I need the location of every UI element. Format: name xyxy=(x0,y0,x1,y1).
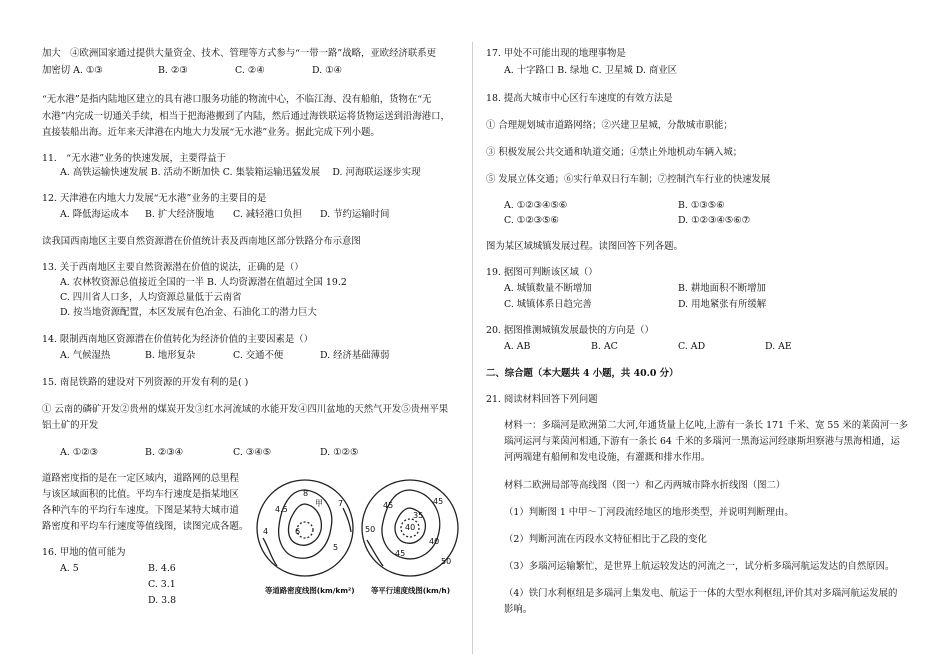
material-1-line-3: 河两端建有船闸和发电设施，有灌溉和排水作用。 xyxy=(504,452,711,463)
question-14-option-d: D. 经济基础薄弱 xyxy=(320,350,390,361)
question-15-option-a: A. ①②③ xyxy=(60,447,98,458)
prev-option-a: 加密切 A. ①③ xyxy=(42,65,103,76)
passage-southwest: 读我国西南地区主要自然资源潜在价值统计表及西南地区部分铁路分布示意图 xyxy=(42,236,361,247)
prev-option-c: C. ②④ xyxy=(235,65,265,76)
density-label-8: 8 xyxy=(303,489,309,498)
material-2: 材料二欧洲局部等高线图（图一）和乙丙两城市降水折线图（图二） xyxy=(504,480,786,491)
question-20-option-c: C. AD xyxy=(678,341,706,352)
question-13: 13. 关于西南地区主要自然资源潜在价值的说法，正确的是（） xyxy=(42,262,304,273)
question-18: 18. 提高大城市中心区行车速度的有效方法是 xyxy=(486,93,673,104)
question-12-option-d: D. 节约运输时间 xyxy=(320,209,390,220)
question-13-option-d: D. 按当地资源配置，本区发展有色冶金、石油化工的潜力巨大 xyxy=(60,307,317,318)
sub-question-1: （1）判断图 1 中甲～丁河段流经地区的地形类型，并说明判断理由。 xyxy=(504,507,794,518)
question-19: 19. 据图可判断该区域（） xyxy=(486,267,598,278)
question-18-option-a: A. ①②③④⑤⑥ xyxy=(504,200,568,211)
question-12-option-a: A. 降低海运成本 xyxy=(60,209,129,220)
density-label-4-5: 4.5 xyxy=(275,505,288,514)
continued-line: 加大 ④欧洲国家通过提供大量资金、技术、管理等方式参与“一带一路”战略，亚欧经济联系更 xyxy=(42,48,436,59)
speed-label-50-b: 50 xyxy=(441,557,452,566)
passage-road-density-3: 各种汽车的平均行车速度。下图是某特大城市道 xyxy=(42,505,239,516)
passage-dry-port: “无水港”是指内陆地区建立的具有港口服务功能的物流中心，不临江海、没有船舶，货物在“无 xyxy=(42,94,432,105)
material-1-line-1: 材料一：多瑙河是欧洲第二大河,年通货量上亿吨,上游有一条长 171 千米、宽 55 米的莱茵河一多 xyxy=(504,420,908,431)
road-density-caption: 等道路密度线图(km/km²) xyxy=(265,586,355,595)
question-17: 17. 甲处不可能出现的地理事物是 xyxy=(486,48,626,59)
question-12-option-c: C. 减轻港口负担 xyxy=(233,209,303,220)
question-16-option-a: A. 5 xyxy=(60,563,79,574)
question-15-option-c: C. ③④⑤ xyxy=(233,447,272,458)
passage-urban-development: 图为某区域城镇发展过程。读图回答下列各题。 xyxy=(486,241,683,252)
question-13-option-c: C. 四川省人口多，人均资源总量低于云南省 xyxy=(60,292,242,303)
question-11-options: A. 高铁运输快速发展 B. 活动不断加快 C. 集装箱运输迅猛发展 D. 河海联运逐步实现 xyxy=(60,167,421,178)
question-14: 14. 限制西南地区资源潜在价值转化为经济价值的主要因素是（） xyxy=(42,334,314,345)
density-label-4: 4 xyxy=(263,527,269,536)
question-18-option-c: C. ①②③⑤⑥ xyxy=(504,215,559,226)
road-density-labels xyxy=(263,489,343,552)
sub-question-4-cont: 影响。 xyxy=(504,604,533,615)
passage-dry-port-2: 水港”内完成一切通关手续，相当于把海港搬到了内陆，然后通过海铁联运将货物运送到沿海港口， xyxy=(42,111,450,122)
density-label-6: 6 xyxy=(295,527,301,536)
question-18-option-b: B. ①③⑤⑥ xyxy=(678,200,725,211)
question-19-option-c: C. 城镇体系日趋完善 xyxy=(504,299,592,310)
question-19-option-b: B. 耕地面积不断增加 xyxy=(678,283,766,294)
question-20-option-d: D. AE xyxy=(765,341,792,352)
contour-maps-figure xyxy=(255,468,463,608)
jia-location-label: 甲 xyxy=(315,499,323,508)
speed-label-40: 40 xyxy=(405,523,416,532)
sub-question-4: （4）铁门水利枢纽是多瑙河上集发电、航运于一体的大型水利枢纽,评价其对多瑙河航运发展的 xyxy=(504,588,898,599)
question-15-statement: ① 云南的磷矿开发②贵州的煤炭开发③红水河流域的水能开发④四川盆地的天然气开发⑤贵州平果 xyxy=(42,404,449,415)
question-12: 12. 天津港在内地大力发展“无水港”业务的主要目的是 xyxy=(42,193,267,204)
passage-dry-port-3: 直接装船出海。近年来天津港在内地大力发展“无水港”业务。据此完成下列小题。 xyxy=(42,127,380,138)
column-divider xyxy=(472,42,473,654)
question-20-option-a: A. AB xyxy=(504,341,531,352)
question-18-statement-2: ③ 积极发展公共交通和轨道交通；④禁止外地机动车辆入城； xyxy=(486,147,743,158)
question-15: 15. 南昆铁路的建设对下列资源的开发有利的是( ) xyxy=(42,377,249,388)
question-19-option-d: D. 用地紧张有所缓解 xyxy=(678,299,767,310)
figure-captions xyxy=(265,586,450,595)
question-15-statement-2: 铝土矿的开发 xyxy=(42,420,99,431)
question-14-option-c: C. 交通不便 xyxy=(233,350,284,361)
question-15-option-d: D. ①②⑤ xyxy=(320,447,359,458)
speed-label-45-a: 45 xyxy=(383,501,394,510)
question-15-option-b: B. ②③④ xyxy=(145,447,184,458)
material-1-line-2: 瑙河运河与莱茵河相通,下游有一条长 64 千米的多瑙河一黑海运河经康斯坦察港与黑海相通，运 xyxy=(504,436,900,447)
question-16-option-d: D. 3.8 xyxy=(148,595,177,606)
passage-road-density-4: 路密度和平均车行速度等值线图，读图完成各题。 xyxy=(42,521,249,532)
passage-road-density-2: 与该区域面积的比值。平均车行速度是指某地区 xyxy=(42,489,239,500)
speed-label-45-c: 45 xyxy=(395,549,406,558)
question-20-option-b: B. AC xyxy=(591,341,618,352)
sub-question-3: （3）多瑙河运输繁忙，是世界上航运较发达的河流之一，试分析多瑙河航运发达的自然原因。 xyxy=(504,561,895,572)
question-18-statement-1: ① 合理规划城市道路网络；②兴建卫星城，分散城市职能； xyxy=(486,120,733,131)
question-18-statement-3: ⑤ 发展立体交通；⑥实行单双日行车制；⑦控制汽车行业的快速发展 xyxy=(486,174,771,185)
question-16-option-c: C. 3.1 xyxy=(148,579,176,590)
question-11: 11. “无水港”业务的快速发展，主要得益于 xyxy=(42,153,226,164)
prev-option-d: D. ①④ xyxy=(312,65,342,76)
prev-option-b: B. ②③ xyxy=(158,65,188,76)
question-16: 16. 甲地的值可能为 xyxy=(42,547,126,558)
question-21: 21. 阅读材料回答下列问题 xyxy=(486,394,598,405)
sub-question-2: （2）判断河流在丙段水文特征相比于乙段的变化 xyxy=(504,534,707,545)
speed-label-45-b: 45 xyxy=(433,497,444,506)
speed-caption: 等平行速度线图(km/h) xyxy=(371,586,451,595)
question-20: 20. 据图推测城镇发展最快的方向是（） xyxy=(486,325,654,336)
passage-road-density: 道路密度指的是在一定区域内，道路网的总里程 xyxy=(42,473,239,484)
question-19-option-a: A. 城镇数量不断增加 xyxy=(504,283,592,294)
speed-label-40-b: 40 xyxy=(429,537,440,546)
speed-label-50: 50 xyxy=(365,525,376,534)
question-18-option-d: D. ①②③④⑤⑥⑦ xyxy=(678,215,750,226)
question-17-options: A. 十字路口 B. 绿地 C. 卫星城 D. 商业区 xyxy=(504,65,677,76)
question-14-option-a: A. 气候湿热 xyxy=(60,350,111,361)
question-16-option-b: B. 4.6 xyxy=(148,563,176,574)
section-2-heading: 二、综合题（本大题共 4 小题，共 40.0 分） xyxy=(486,368,679,379)
question-12-option-b: B. 扩大经济腹地 xyxy=(145,209,215,220)
density-label-5: 5 xyxy=(333,543,339,552)
density-label-7: 7 xyxy=(338,499,344,508)
speed-labels xyxy=(365,497,451,566)
question-14-option-b: B. 地形复杂 xyxy=(145,350,196,361)
question-13-option-ab: A. 农林牧资源总值接近全国的一半 B. 人均资源潜在值超过全国 19.2 xyxy=(60,277,347,288)
speed-label-35: 35 xyxy=(413,511,424,520)
